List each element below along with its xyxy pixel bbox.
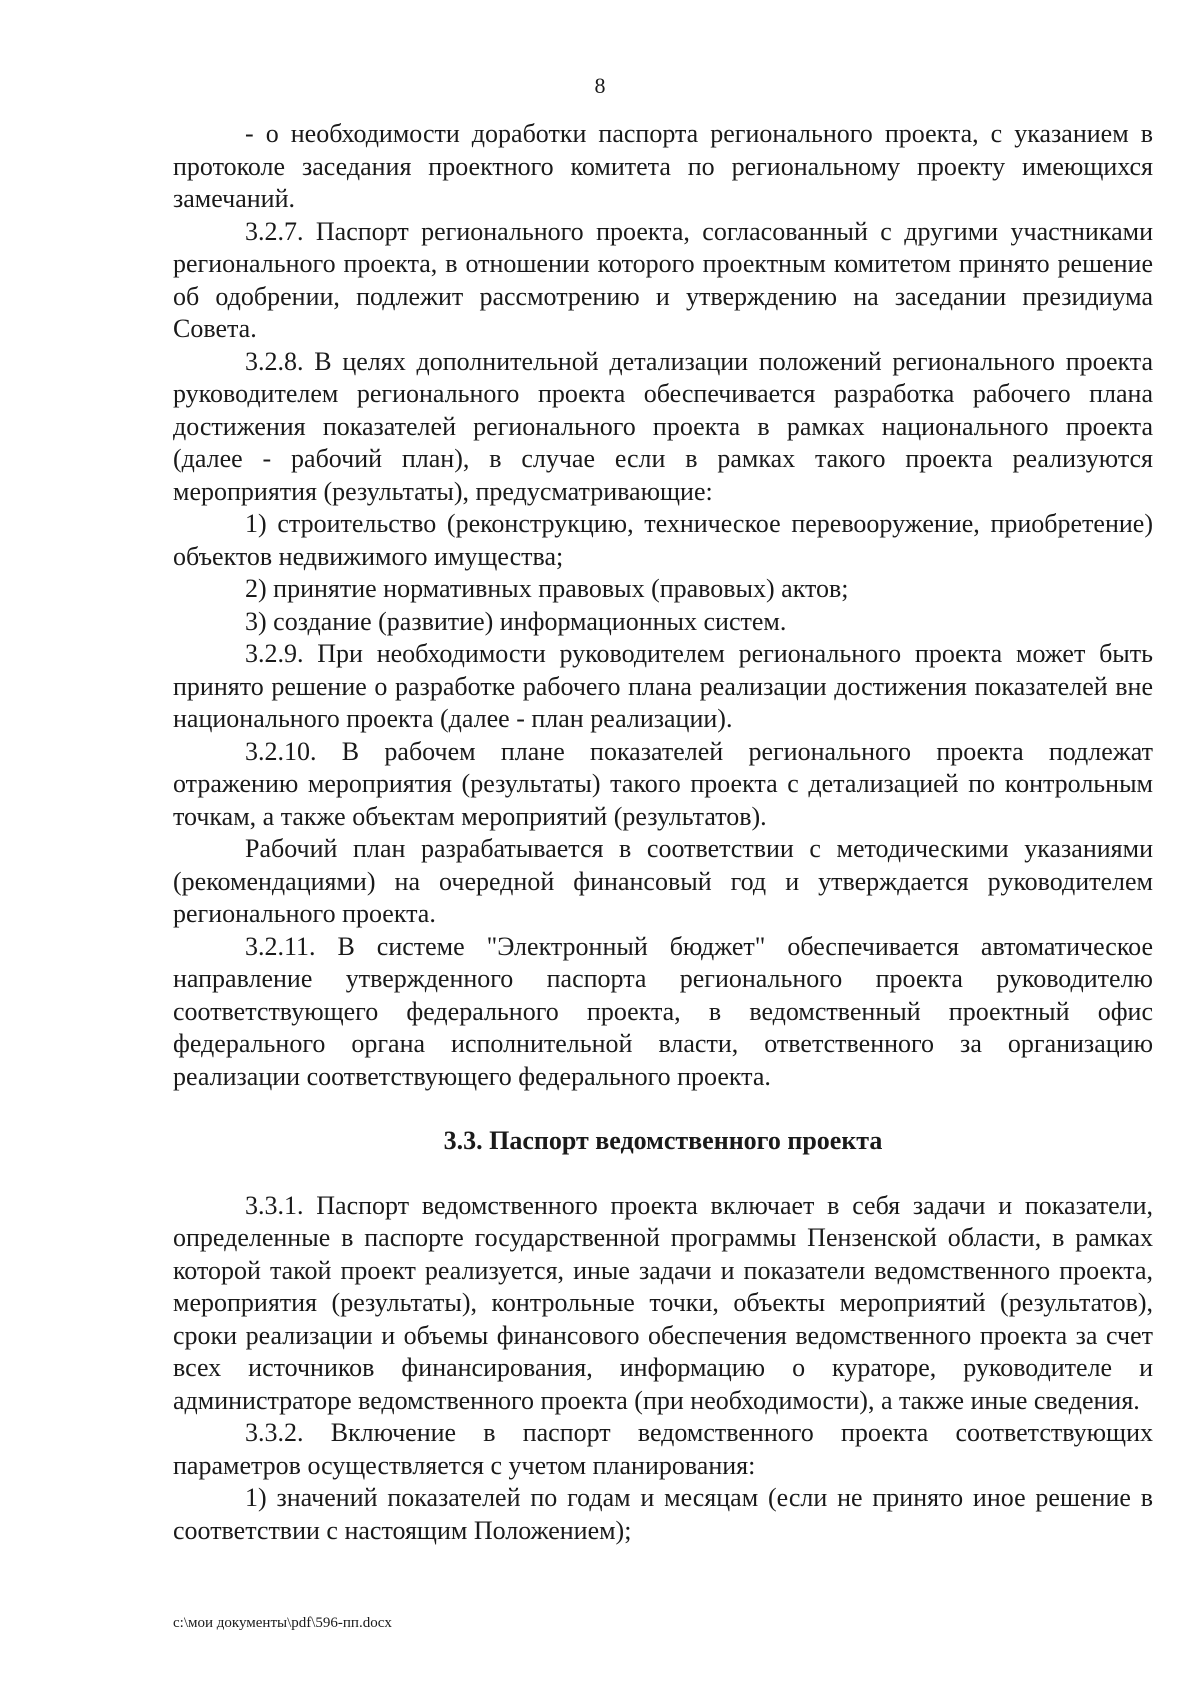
page-number: 8	[594, 73, 606, 98]
footer-file-path: c:\мои документы\pdf\596-пп.docx	[173, 1615, 392, 1631]
paragraph: 3.2.7. Паспорт регионального проекта, согласованный с другими участниками регионального проекта, в отношении которого проектным комитетом принято решение об одобрении, подлежит рассмотрению и утверждению на заседании президиума Совета.	[173, 216, 1153, 343]
paragraph: - о необходимости доработки паспорта регионального проекта, с указанием в протоколе заседания проектного комитета по региональному проекту имеющихся замечаний.	[173, 119, 1153, 213]
paragraph: 3.2.9. При необходимости руководителем регионального проекта может быть принято решение о разработке рабочего плана реализации достижения показателей вне национального проекта (далее - план реализации).	[173, 639, 1153, 733]
list-item: 2) принятие нормативных правовых (правовых) актов;	[245, 574, 849, 603]
document-body	[173, 118, 1153, 1547]
paragraph: 3.2.8. В целях дополнительной детализации положений регионального проекта руководителем регионального проекта обеспечивается разработка рабочего плана достижения показателей регионального проекта в рамках национального проекта (далее - рабочий план), в случае если в рамках такого проекта реализуются мероприятия (результаты), предусматривающие:	[173, 346, 1153, 506]
paragraph: 3.2.10. В рабочем плане показателей регионального проекта подлежат отражению мероприятия (результаты) такого проекта с детализацией по контрольным точкам, а также объектам мероприятий (результатов).	[173, 736, 1153, 831]
list-item: 3) создание (развитие) информационных систем.	[245, 606, 787, 636]
paragraph: 3.3.2. Включение в паспорт ведомственного проекта соответствующих параметров осуществляется с учетом планирования:	[173, 1418, 1153, 1480]
paragraph: 3.2.11. В системе "Электронный бюджет" обеспечивается автоматическое направление утвержденного паспорта регионального проекта руководителю соответствующего федерального проекта, в ведомственный проектный офис федерального органа исполнительной власти, ответственного за организацию реализации соответствующего федерального проекта.	[173, 931, 1153, 1091]
paragraph: Рабочий план разрабатывается в соответствии с методическими указаниями (рекомендациями) на очередной финансовый год и утверждается руководителем регионального проекта.	[173, 834, 1153, 928]
list-item: 1) значений показателей по годам и месяцам (если не принято иное решение в соответствии с настоящим Положением);	[173, 1483, 1153, 1545]
paragraph: 3.3.1. Паспорт ведомственного проекта включает в себя задачи и показатели, определенные в паспорте государственной программы Пензенской области, в рамках которой такой проект реализуется, иные задачи и показатели ведомственного проекта, мероприятия (результаты), контрольные точки, объекты мероприятий (результатов), сроки реализации и объемы финансового обеспечения ведомственного проекта за счет всех источников финансирования, информацию о кураторе, руководителе и администраторе ведомственного проекта (при необходимости), а также иные сведения.	[173, 1190, 1153, 1415]
section-heading: 3.3. Паспорт ведомственного проекта	[443, 1126, 883, 1155]
list-item: 1) строительство (реконструкцию, техническое перевооружение, приобретение) объектов недвижимого имущества;	[173, 509, 1153, 571]
